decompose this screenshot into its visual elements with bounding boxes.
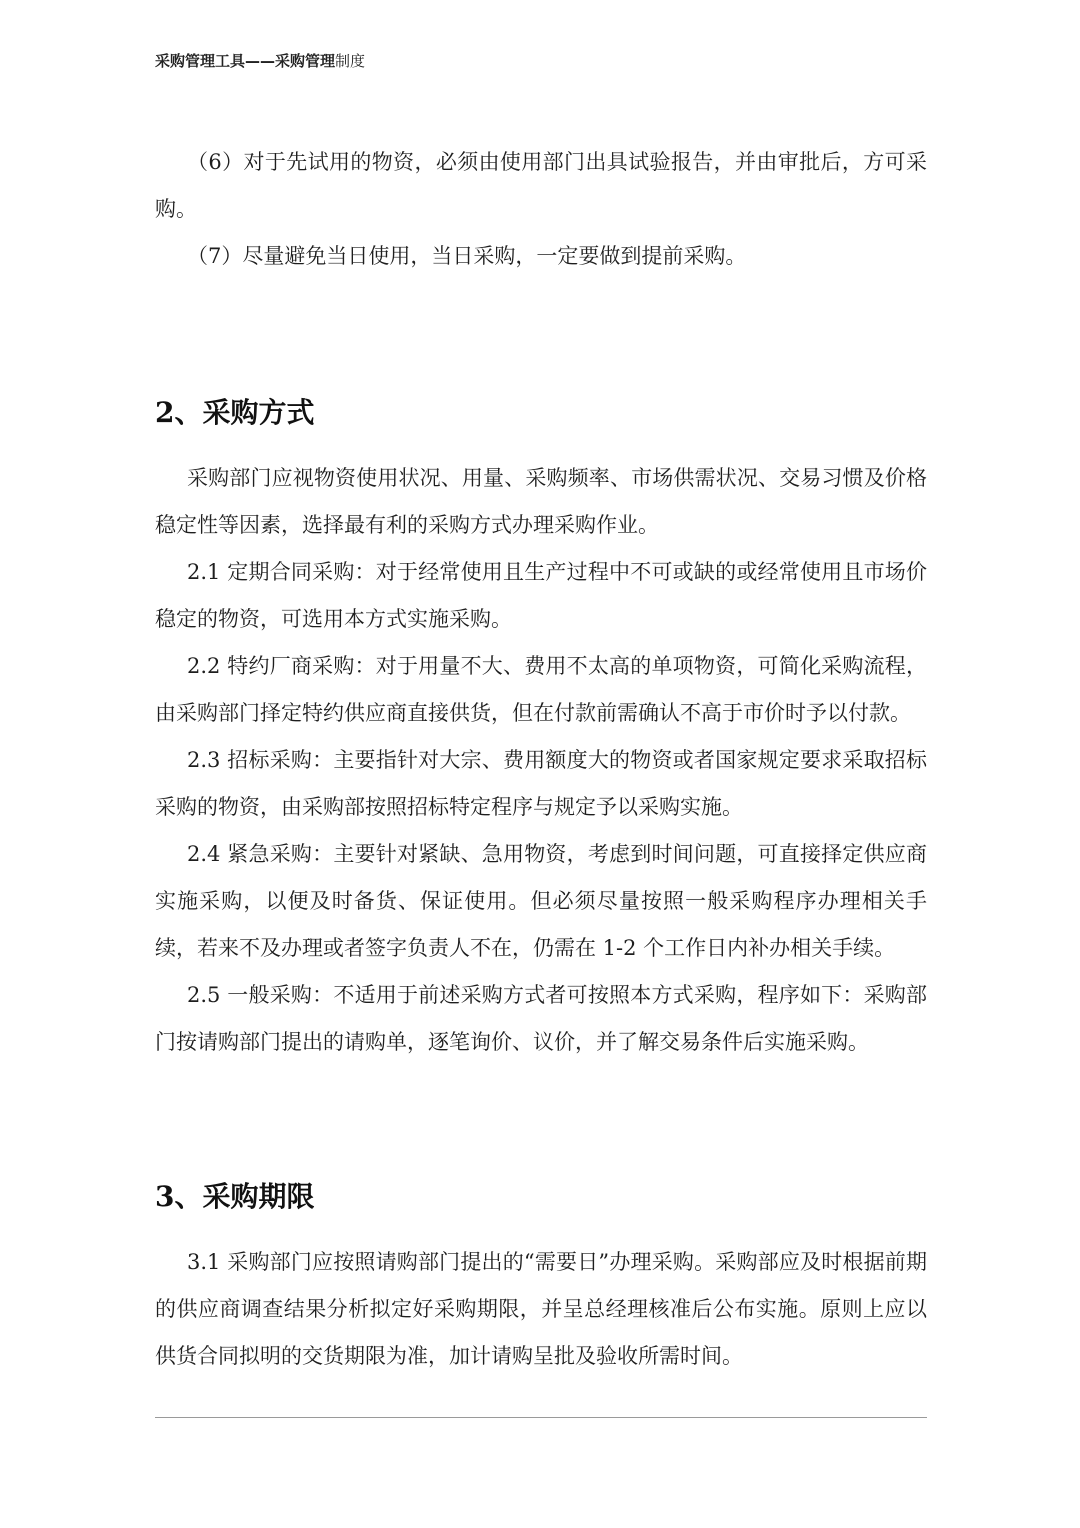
section-2-item-2-2: 2.2 特约厂商采购：对于用量不大、费用不太高的单项物资，可简化采购流程，由采购部门择定特约供应商直接供货，但在付款前需确认不高于市价时予以付款。 (155, 654, 927, 725)
section-2-item-2-5: 2.5 一般采购：不适用于前述采购方式者可按照本方式采购，程序如下：采购部门按请购部门提出的请购单，逐笔询价、议价，并了解交易条件后实施采购。 (155, 983, 927, 1054)
paragraph-item-7: （7）尽量避免当日使用，当日采购，一定要做到提前采购。 (187, 244, 747, 268)
section-3-body (155, 1239, 927, 1380)
section-3-heading: 3、采购期限 (155, 1180, 315, 1213)
section-3-item-3-1: 3.1 采购部门应按照请购部门提出的“需要日”办理采购。采购部应及时根据前期的供应商调查结果分析拟定好采购期限，并呈总经理核准后公布实施。原则上应以供货合同拟明的交货期限为准，加计请购呈批及验收所需时间。 (155, 1250, 927, 1368)
header-title-main: 采购管理工具——采购管理 (155, 52, 336, 70)
section-2-item-2-4: 2.4 紧急采购：主要针对紧缺、急用物资，考虑到时间问题，可直接择定供应商实施采购，以便及时备货、保证使用。但必须尽量按照一般采购程序办理相关手续，若来不及办理或者签字负责人不在，仍需在 1-2 个工作日内补办相关手续。 (155, 842, 927, 960)
section-2-item-2-1: 2.1 定期合同采购：对于经常使用且生产过程中不可或缺的或经常使用且市场价稳定的物资，可选用本方式实施采购。 (155, 560, 927, 631)
header-title-suffix: 制度 (335, 52, 366, 70)
section-2-item-2-3: 2.3 招标采购：主要指针对大宗、费用额度大的物资或者国家规定要求采取招标采购的物资，由采购部按照招标特定程序与规定予以采购实施。 (155, 748, 927, 819)
section-2 (155, 393, 927, 433)
section-2-intro: 采购部门应视物资使用状况、用量、采购频率、市场供需状况、交易习惯及价格稳定性等因素，选择最有利的采购方式办理采购作业。 (155, 466, 927, 537)
paragraph-item-6: （6）对于先试用的物资，必须由使用部门出具试验报告，并由审批后，方可采购。 (155, 150, 927, 221)
footer-divider (155, 1417, 927, 1418)
block-1 (155, 139, 927, 280)
page-header (155, 50, 365, 72)
section-3 (155, 1177, 927, 1217)
section-2-heading: 2、采购方式 (155, 396, 315, 429)
section-2-body (155, 455, 927, 1066)
